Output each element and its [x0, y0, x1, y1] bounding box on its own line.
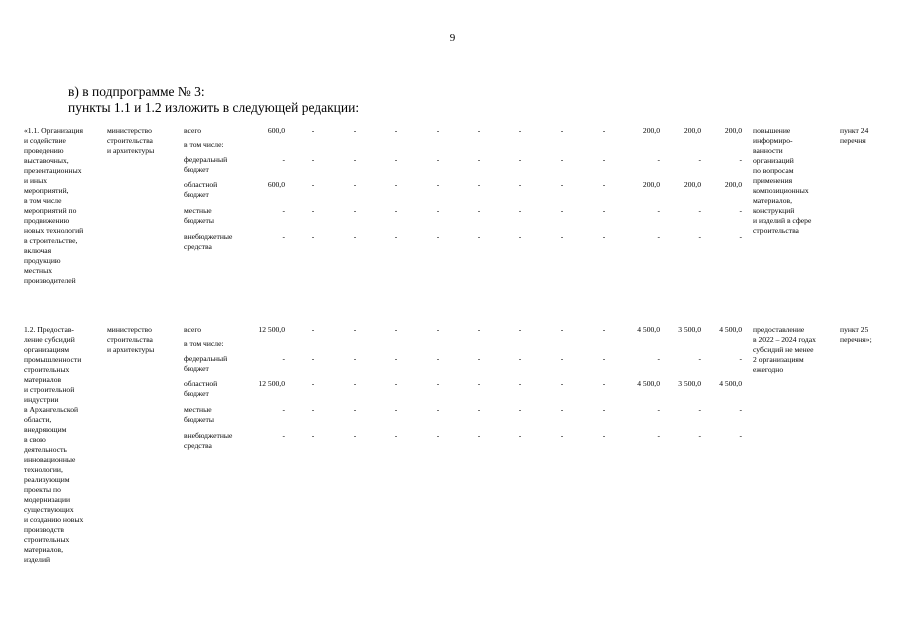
heading-line-2: пункты 1.1 и 1.2 изложить в следующей редакции: — [68, 100, 360, 115]
year-value-dash: - — [560, 155, 564, 164]
year-2024-value: - — [739, 405, 742, 414]
year-2024-value: - — [739, 206, 742, 215]
year-2024-value: 4 500,0 — [719, 325, 742, 334]
year-value-dash: - — [436, 126, 440, 135]
total-value: - — [282, 431, 285, 440]
year-value-dash: - — [311, 325, 315, 334]
year-2023-value: - — [698, 206, 701, 215]
measure-name: 1.2. Предостав- ление субсидий организациям промышленности строительных материалов и строительной индустрии в Архангельской области, внедряющим в свою деятельность инновационные технологии, реализующим проекты по модернизации существующих и созданию новых производств строительных материалов, изделий — [24, 325, 84, 564]
total-value: - — [282, 354, 285, 363]
year-value-dash: - — [436, 232, 440, 241]
year-2023-value: - — [698, 155, 701, 164]
funding-source: в том числе: — [184, 339, 224, 348]
year-value-dash: - — [353, 354, 357, 363]
year-value-dash: - — [477, 155, 481, 164]
year-value-dash: - — [311, 126, 315, 135]
year-2022-value: 4 500,0 — [637, 325, 660, 334]
year-value-dash: - — [394, 206, 398, 215]
year-value-dash: - — [602, 180, 606, 189]
year-value-dash: - — [394, 180, 398, 189]
total-value: - — [282, 155, 285, 164]
year-2023-value: - — [698, 232, 701, 241]
year-value-dash: - — [518, 126, 522, 135]
total-value: 600,0 — [267, 126, 285, 135]
funding-source: в том числе: — [184, 140, 224, 149]
year-value-dash: - — [353, 232, 357, 241]
year-2022-value: - — [657, 354, 660, 363]
year-2024-value: 4 500,0 — [719, 379, 742, 388]
year-value-dash: - — [311, 405, 315, 414]
year-value-dash: - — [311, 354, 315, 363]
year-value-dash: - — [477, 405, 481, 414]
year-value-dash: - — [518, 155, 522, 164]
year-2022-value: - — [657, 431, 660, 440]
year-value-dash: - — [353, 126, 357, 135]
year-2023-value: - — [698, 431, 701, 440]
year-2022-value: 200,0 — [642, 126, 660, 135]
expected-result: повышение информиро- ванности организаций по вопросам применения композиционных материалов, конструкций и изделий в сфере строительства — [753, 126, 812, 235]
year-value-dash: - — [311, 232, 315, 241]
year-value-dash: - — [518, 379, 522, 388]
year-value-dash: - — [477, 379, 481, 388]
year-value-dash: - — [602, 126, 606, 135]
year-value-dash: - — [477, 232, 481, 241]
funding-source: областной бюджет — [184, 379, 218, 398]
measure-name: «1.1. Организация и содействие проведению выставочных, презентационных и иных мероприятий, в том числе мероприятий по продвижению новых технологий в строительстве, включая продукцию местных производителей — [24, 126, 84, 285]
year-value-dash: - — [477, 126, 481, 135]
year-value-dash: - — [518, 206, 522, 215]
year-value-dash: - — [560, 325, 564, 334]
year-value-dash: - — [436, 206, 440, 215]
year-2022-value: - — [657, 155, 660, 164]
year-value-dash: - — [436, 325, 440, 334]
year-value-dash: - — [560, 206, 564, 215]
year-value-dash: - — [560, 405, 564, 414]
year-value-dash: - — [353, 405, 357, 414]
year-2022-value: - — [657, 405, 660, 414]
year-value-dash: - — [560, 431, 564, 440]
year-value-dash: - — [311, 180, 315, 189]
year-value-dash: - — [477, 431, 481, 440]
year-value-dash: - — [353, 155, 357, 164]
year-value-dash: - — [353, 206, 357, 215]
year-value-dash: - — [560, 379, 564, 388]
year-2023-value: 200,0 — [683, 126, 701, 135]
year-2024-value: - — [739, 354, 742, 363]
year-value-dash: - — [394, 126, 398, 135]
funding-source: федеральный бюджет — [184, 354, 228, 373]
executor: министерство строительства и архитектуры — [107, 126, 155, 155]
year-value-dash: - — [394, 379, 398, 388]
year-value-dash: - — [394, 155, 398, 164]
funding-source: всего — [184, 126, 202, 135]
year-value-dash: - — [518, 431, 522, 440]
year-value-dash: - — [602, 431, 606, 440]
year-value-dash: - — [311, 155, 315, 164]
year-value-dash: - — [602, 206, 606, 215]
year-value-dash: - — [560, 126, 564, 135]
year-value-dash: - — [602, 155, 606, 164]
total-value: 12 500,0 — [258, 325, 285, 334]
year-value-dash: - — [394, 325, 398, 334]
year-2023-value: - — [698, 354, 701, 363]
year-value-dash: - — [436, 180, 440, 189]
year-value-dash: - — [394, 431, 398, 440]
funding-source: федеральный бюджет — [184, 155, 228, 174]
year-value-dash: - — [560, 354, 564, 363]
year-value-dash: - — [353, 431, 357, 440]
year-2024-value: - — [739, 155, 742, 164]
year-2024-value: 200,0 — [724, 126, 742, 135]
year-value-dash: - — [353, 325, 357, 334]
year-value-dash: - — [436, 354, 440, 363]
year-2022-value: - — [657, 206, 660, 215]
year-value-dash: - — [311, 431, 315, 440]
funding-source: всего — [184, 325, 202, 334]
year-value-dash: - — [436, 431, 440, 440]
total-value: 12 500,0 — [258, 379, 285, 388]
page-number: 9 — [449, 32, 456, 44]
reference: пункт 25 перечня»; — [840, 325, 872, 344]
year-value-dash: - — [518, 405, 522, 414]
year-value-dash: - — [602, 379, 606, 388]
year-2022-value: 4 500,0 — [637, 379, 660, 388]
year-value-dash: - — [477, 325, 481, 334]
year-value-dash: - — [477, 354, 481, 363]
reference: пункт 24 перечня — [840, 126, 869, 145]
year-2024-value: 200,0 — [724, 180, 742, 189]
year-value-dash: - — [602, 354, 606, 363]
year-value-dash: - — [518, 180, 522, 189]
heading-line-1: в) в подпрограмме № 3: — [68, 84, 205, 99]
year-value-dash: - — [394, 354, 398, 363]
funding-source: местные бюджеты — [184, 405, 214, 424]
year-value-dash: - — [477, 180, 481, 189]
year-2023-value: 3 500,0 — [678, 379, 701, 388]
year-value-dash: - — [602, 405, 606, 414]
year-value-dash: - — [311, 206, 315, 215]
year-value-dash: - — [394, 405, 398, 414]
funding-source: местные бюджеты — [184, 206, 214, 225]
year-2023-value: 200,0 — [683, 180, 701, 189]
year-value-dash: - — [477, 206, 481, 215]
year-value-dash: - — [353, 379, 357, 388]
funding-source: внебюджетные средства — [184, 232, 233, 251]
year-value-dash: - — [518, 232, 522, 241]
total-value: - — [282, 206, 285, 215]
year-value-dash: - — [560, 232, 564, 241]
year-value-dash: - — [436, 379, 440, 388]
total-value: 600,0 — [267, 180, 285, 189]
year-value-dash: - — [311, 379, 315, 388]
year-2022-value: - — [657, 232, 660, 241]
year-2024-value: - — [739, 232, 742, 241]
year-value-dash: - — [602, 232, 606, 241]
year-value-dash: - — [353, 180, 357, 189]
executor: министерство строительства и архитектуры — [107, 325, 155, 354]
year-value-dash: - — [518, 325, 522, 334]
year-2022-value: 200,0 — [642, 180, 660, 189]
total-value: - — [282, 405, 285, 414]
year-value-dash: - — [436, 155, 440, 164]
funding-source: областной бюджет — [184, 180, 218, 199]
expected-result: предоставление в 2022 – 2024 годах субсидий не менее 2 организациям ежегодно — [753, 325, 816, 374]
funding-source: внебюджетные средства — [184, 431, 233, 450]
total-value: - — [282, 232, 285, 241]
year-2023-value: - — [698, 405, 701, 414]
year-value-dash: - — [518, 354, 522, 363]
year-2023-value: 3 500,0 — [678, 325, 701, 334]
year-value-dash: - — [602, 325, 606, 334]
year-value-dash: - — [436, 405, 440, 414]
year-2024-value: - — [739, 431, 742, 440]
year-value-dash: - — [394, 232, 398, 241]
year-value-dash: - — [560, 180, 564, 189]
